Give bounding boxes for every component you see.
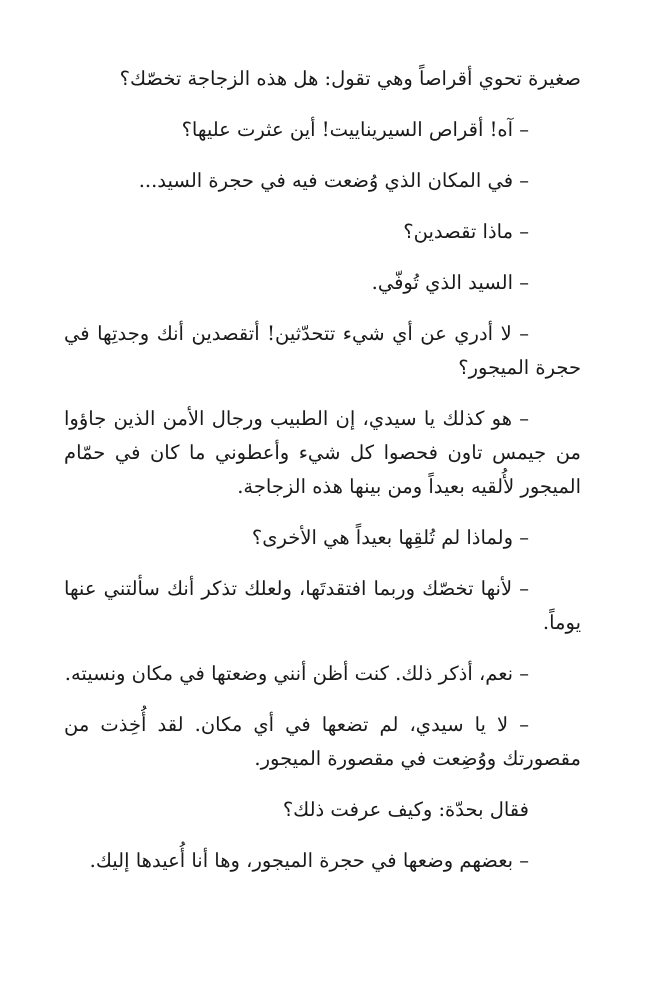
- paragraph-4: – ماذا تقصدين؟: [403, 220, 529, 243]
- paragraph-8: – ولماذا لم تُلقِها بعيداً هي الأخرى؟: [251, 526, 529, 549]
- paragraph-13: – بعضهم وضعها في حجرة الميجور، وها أنا أُعيدها إليك.: [89, 849, 529, 872]
- paragraph-10: – نعم، أذكر ذلك. كنت أظن أنني وضعتها في مكان ونسيته.: [64, 662, 529, 685]
- paragraph-7: – هو كذلك يا سيدي، إن الطبيب ورجال الأمن الذين جاؤوا من جيمس تاون فحصوا كل شيء وأعطوني ما كان في حمّام الميجور لأُلقيه بعيداً ومن بينها هذه الزجاجة.: [64, 407, 581, 498]
- paragraph-12: فقال بحدّة: وكيف عرفت ذلك؟: [282, 798, 529, 821]
- paragraph-1: صغيرة تحوي أقراصاً وهي تقول: هل هذه الزجاجة تخصّك؟: [119, 67, 581, 90]
- paragraph-5: – السيد الذي تُوفّي.: [371, 271, 529, 294]
- paragraph-6: – لا أدري عن أي شيء تتحدّثين! أتقصدين أنك وجدتِها في حجرة الميجور؟: [64, 322, 581, 379]
- paragraph-2: – آه! أقراص السيريناييت! أين عثرت عليها؟: [181, 118, 529, 141]
- paragraph-3: – في المكان الذي وُضعت فيه في حجرة السيد...: [138, 169, 529, 192]
- paragraph-9: – لأنها تخصّك وربما افتقدتَها، ولعلك تذكر أنك سألتني عنها يوماً.: [64, 577, 581, 634]
- paragraph-11: – لا يا سيدي، لم تضعها في أي مكان. لقد أُخِذت من مقصورتك ووُضِعت في مقصورة الميجور.: [64, 713, 581, 770]
